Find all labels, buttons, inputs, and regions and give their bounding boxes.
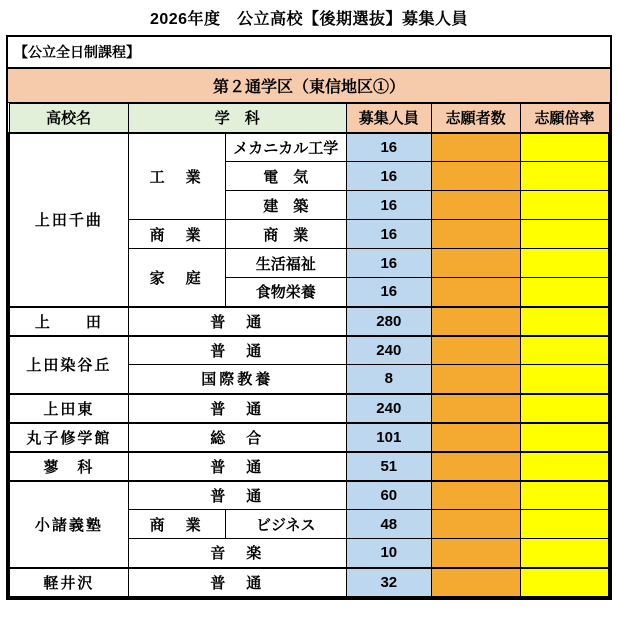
ratio-cell[interactable] xyxy=(520,539,609,568)
quota-cell: 60 xyxy=(346,481,431,510)
school-name-cell: 小諸義塾 xyxy=(9,481,128,568)
department-group-cell: 家 庭 xyxy=(128,249,225,307)
table-row xyxy=(9,568,609,597)
applicants-cell[interactable] xyxy=(431,307,520,336)
applicants-cell[interactable] xyxy=(431,394,520,423)
ratio-cell[interactable] xyxy=(520,423,609,452)
applicants-cell[interactable] xyxy=(431,365,520,394)
department-cell: 総 合 xyxy=(128,423,346,452)
applicants-cell[interactable] xyxy=(431,539,520,568)
department-sub-cell: 建 築 xyxy=(225,191,346,220)
applicants-cell[interactable] xyxy=(431,423,520,452)
table-row xyxy=(9,133,609,162)
header-quota: 募集人員 xyxy=(346,104,431,133)
header-ratio: 志願倍率 xyxy=(520,104,609,133)
quota-cell: 16 xyxy=(346,162,431,191)
quota-cell: 16 xyxy=(346,278,431,307)
table-row xyxy=(9,423,609,452)
table-row xyxy=(9,452,609,481)
department-cell: 普 通 xyxy=(128,336,346,365)
quota-cell: 16 xyxy=(346,133,431,162)
table-row xyxy=(9,336,609,365)
department-cell: 国際教養 xyxy=(128,365,346,394)
quota-cell: 240 xyxy=(346,394,431,423)
quota-cell: 280 xyxy=(346,307,431,336)
header-applicants: 志願者数 xyxy=(431,104,520,133)
ratio-cell[interactable] xyxy=(520,191,609,220)
table-body xyxy=(9,104,609,597)
applicants-cell[interactable] xyxy=(431,249,520,278)
applicants-cell[interactable] xyxy=(431,220,520,249)
quota-cell: 10 xyxy=(346,539,431,568)
department-sub-cell: 商 業 xyxy=(225,220,346,249)
ratio-cell[interactable] xyxy=(520,568,609,597)
department-sub-cell: ビジネス xyxy=(225,510,346,539)
quota-cell: 48 xyxy=(346,510,431,539)
department-group-cell: 商 業 xyxy=(128,510,225,539)
applicants-cell[interactable] xyxy=(431,452,520,481)
department-cell: 普 通 xyxy=(128,307,346,336)
department-cell: 普 通 xyxy=(128,481,346,510)
quota-cell: 16 xyxy=(346,191,431,220)
ratio-cell[interactable] xyxy=(520,162,609,191)
quota-cell: 101 xyxy=(346,423,431,452)
header-department: 学 科 xyxy=(128,104,346,133)
department-cell: 普 通 xyxy=(128,452,346,481)
applicants-cell[interactable] xyxy=(431,568,520,597)
ratio-cell[interactable] xyxy=(520,278,609,307)
school-name-cell: 蓼 科 xyxy=(9,452,128,481)
school-name-cell: 上 田 xyxy=(9,307,128,336)
applicants-cell[interactable] xyxy=(431,278,520,307)
ratio-cell[interactable] xyxy=(520,336,609,365)
ratio-cell[interactable] xyxy=(520,452,609,481)
department-group-cell: 工 業 xyxy=(128,133,225,220)
table-row xyxy=(9,481,609,510)
school-name-cell: 上田東 xyxy=(9,394,128,423)
table-header-row xyxy=(9,104,609,133)
quota-table xyxy=(8,103,610,598)
ratio-cell[interactable] xyxy=(520,133,609,162)
department-sub-cell: メカニカル工学 xyxy=(225,133,346,162)
applicants-cell[interactable] xyxy=(431,336,520,365)
table-row xyxy=(9,307,609,336)
ratio-cell[interactable] xyxy=(520,220,609,249)
ratio-cell[interactable] xyxy=(520,249,609,278)
department-group-cell: 商 業 xyxy=(128,220,225,249)
school-name-cell: 上田染谷丘 xyxy=(9,336,128,394)
school-name-cell: 丸子修学館 xyxy=(9,423,128,452)
department-cell: 普 通 xyxy=(128,394,346,423)
department-cell: 音 楽 xyxy=(128,539,346,568)
page-title: 2026年度 公立高校【後期選抜】募集人員 xyxy=(149,11,469,28)
header-school: 高校名 xyxy=(9,104,128,133)
district-band: 第２通学区（東信地区①） xyxy=(8,69,610,103)
quota-cell: 16 xyxy=(346,249,431,278)
table-frame xyxy=(6,35,612,600)
department-sub-cell: 生活福祉 xyxy=(225,249,346,278)
quota-cell: 8 xyxy=(346,365,431,394)
quota-cell: 16 xyxy=(346,220,431,249)
department-sub-cell: 電 気 xyxy=(225,162,346,191)
applicants-cell[interactable] xyxy=(431,133,520,162)
ratio-cell[interactable] xyxy=(520,510,609,539)
school-name-cell: 上田千曲 xyxy=(9,133,128,307)
ratio-cell[interactable] xyxy=(520,307,609,336)
applicants-cell[interactable] xyxy=(431,191,520,220)
department-cell: 普 通 xyxy=(128,568,346,597)
ratio-cell[interactable] xyxy=(520,394,609,423)
applicants-cell[interactable] xyxy=(431,481,520,510)
course-band: 【公立全日制課程】 xyxy=(8,37,610,69)
school-name-cell: 軽井沢 xyxy=(9,568,128,597)
quota-cell: 51 xyxy=(346,452,431,481)
quota-cell: 240 xyxy=(346,336,431,365)
table-row xyxy=(9,394,609,423)
applicants-cell[interactable] xyxy=(431,510,520,539)
quota-cell: 32 xyxy=(346,568,431,597)
ratio-cell[interactable] xyxy=(520,481,609,510)
department-sub-cell: 食物栄養 xyxy=(225,278,346,307)
ratio-cell[interactable] xyxy=(520,365,609,394)
applicants-cell[interactable] xyxy=(431,162,520,191)
